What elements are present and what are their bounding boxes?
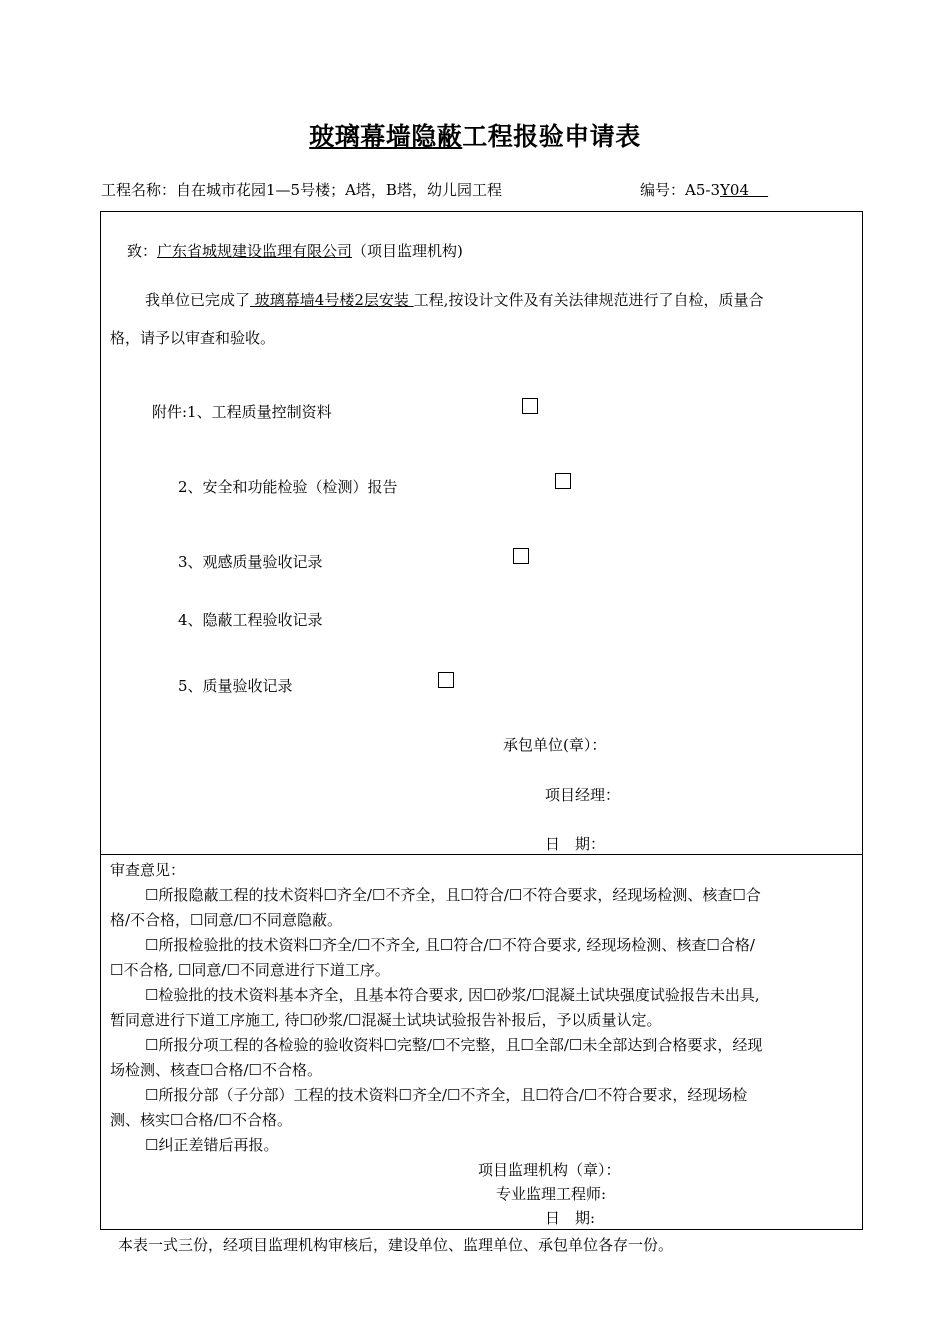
- attachment-5: 5、质量验收记录: [178, 677, 293, 695]
- project-name: 工程名称：自在城市花园1—5号楼；A塔，B塔，幼儿园工程: [101, 181, 502, 199]
- attachment-1: 附件:1、工程质量控制资料: [152, 403, 332, 421]
- addressee-prefix: 致：: [127, 242, 158, 260]
- form-code: [640, 179, 768, 200]
- addressee-org: 广东省城规建设监理有限公司: [157, 242, 353, 260]
- review-line: 测、核实☐合格/☐不合格。: [110, 1111, 292, 1129]
- attachment-3-checkbox[interactable]: [513, 548, 529, 564]
- attachment-1-checkbox[interactable]: [522, 398, 538, 414]
- project-manager: 项目经理：: [545, 786, 621, 804]
- review-line: ☐所报检验批的技术资料☐齐全/☐不齐全, 且☐符合/☐不符合要求, 经现场检测、核查☐合格/: [145, 936, 755, 954]
- title-underlined: 玻璃幕墙隐蔽: [309, 122, 463, 151]
- section-divider: [100, 854, 862, 855]
- review-line: 格/不合格，☐同意/☐不同意隐蔽。: [110, 911, 343, 929]
- contractor-stamp: 承包单位(章）：: [503, 736, 607, 754]
- addressee-suffix: （项目监理机构): [352, 242, 463, 260]
- review-line: ☐所报分项工程的各检验的验收资料☐完整/☐不完整，且☐全部/☐未全部达到合格要求，经现: [145, 1036, 763, 1054]
- review-line: 暂同意进行下道工序施工, 待☐砂浆/☐混凝土试块试验报告补报后，予以质量认定。: [110, 1011, 662, 1029]
- attachment-4: 4、隐蔽工程验收记录: [178, 611, 323, 629]
- declaration-line1: [145, 289, 763, 310]
- title-rest: 工程报验申请表: [462, 122, 641, 151]
- form-code-value: Y04: [720, 181, 749, 199]
- addressee: [127, 240, 463, 261]
- footer-note: 本表一式三份，经项目监理机构审核后，建设单位、监理单位、承包单位各存一份。: [118, 1236, 674, 1254]
- declaration-prefix: 我单位已完成了: [145, 291, 251, 309]
- review-heading: 审查意见：: [110, 861, 186, 879]
- declaration-suffix: 工程,按设计文件及有关法律规范进行了自检，质量合: [413, 291, 764, 309]
- declaration-line2: 格，请予以审查和验收。: [110, 329, 276, 347]
- attachment-2-checkbox[interactable]: [555, 473, 571, 489]
- attachment-2: 2、安全和功能检验（检测）报告: [178, 478, 398, 496]
- review-line: ☐检验批的技术资料基本齐全，且基本符合要求, 因☐砂浆/☐混凝土试块强度试验报告未出具,: [145, 986, 760, 1004]
- supervising-engineer: 专业监理工程师:: [496, 1185, 607, 1203]
- review-line: ☐纠正差错后再报。: [145, 1136, 279, 1154]
- attachment-5-checkbox[interactable]: [438, 672, 454, 688]
- review-date: 日 期:: [545, 1209, 596, 1227]
- page-title: [0, 117, 950, 153]
- attachment-3: 3、观感质量验收记录: [178, 553, 323, 571]
- supervision-stamp: 项目监理机构（章）：: [478, 1161, 621, 1179]
- contractor-date: 日 期：: [545, 835, 606, 853]
- review-line: ☐不合格, ☐同意/☐不同意进行下道工序。: [110, 961, 390, 979]
- review-line: ☐所报分部（子分部）工程的技术资料☐齐全/☐不齐全，且☐符合/☐不符合要求，经现场检: [145, 1086, 748, 1104]
- review-line: ☐所报隐蔽工程的技术资料☐齐全/☐不齐全，且☐符合/☐不符合要求，经现场检测、核查☐合: [145, 886, 761, 904]
- declaration-work: 玻璃幕墙4号楼2层安装: [254, 291, 409, 309]
- form-code-label: 编号：A5-3: [640, 181, 720, 199]
- review-line: 场检测、核查☐合格/☐不合格。: [110, 1061, 322, 1079]
